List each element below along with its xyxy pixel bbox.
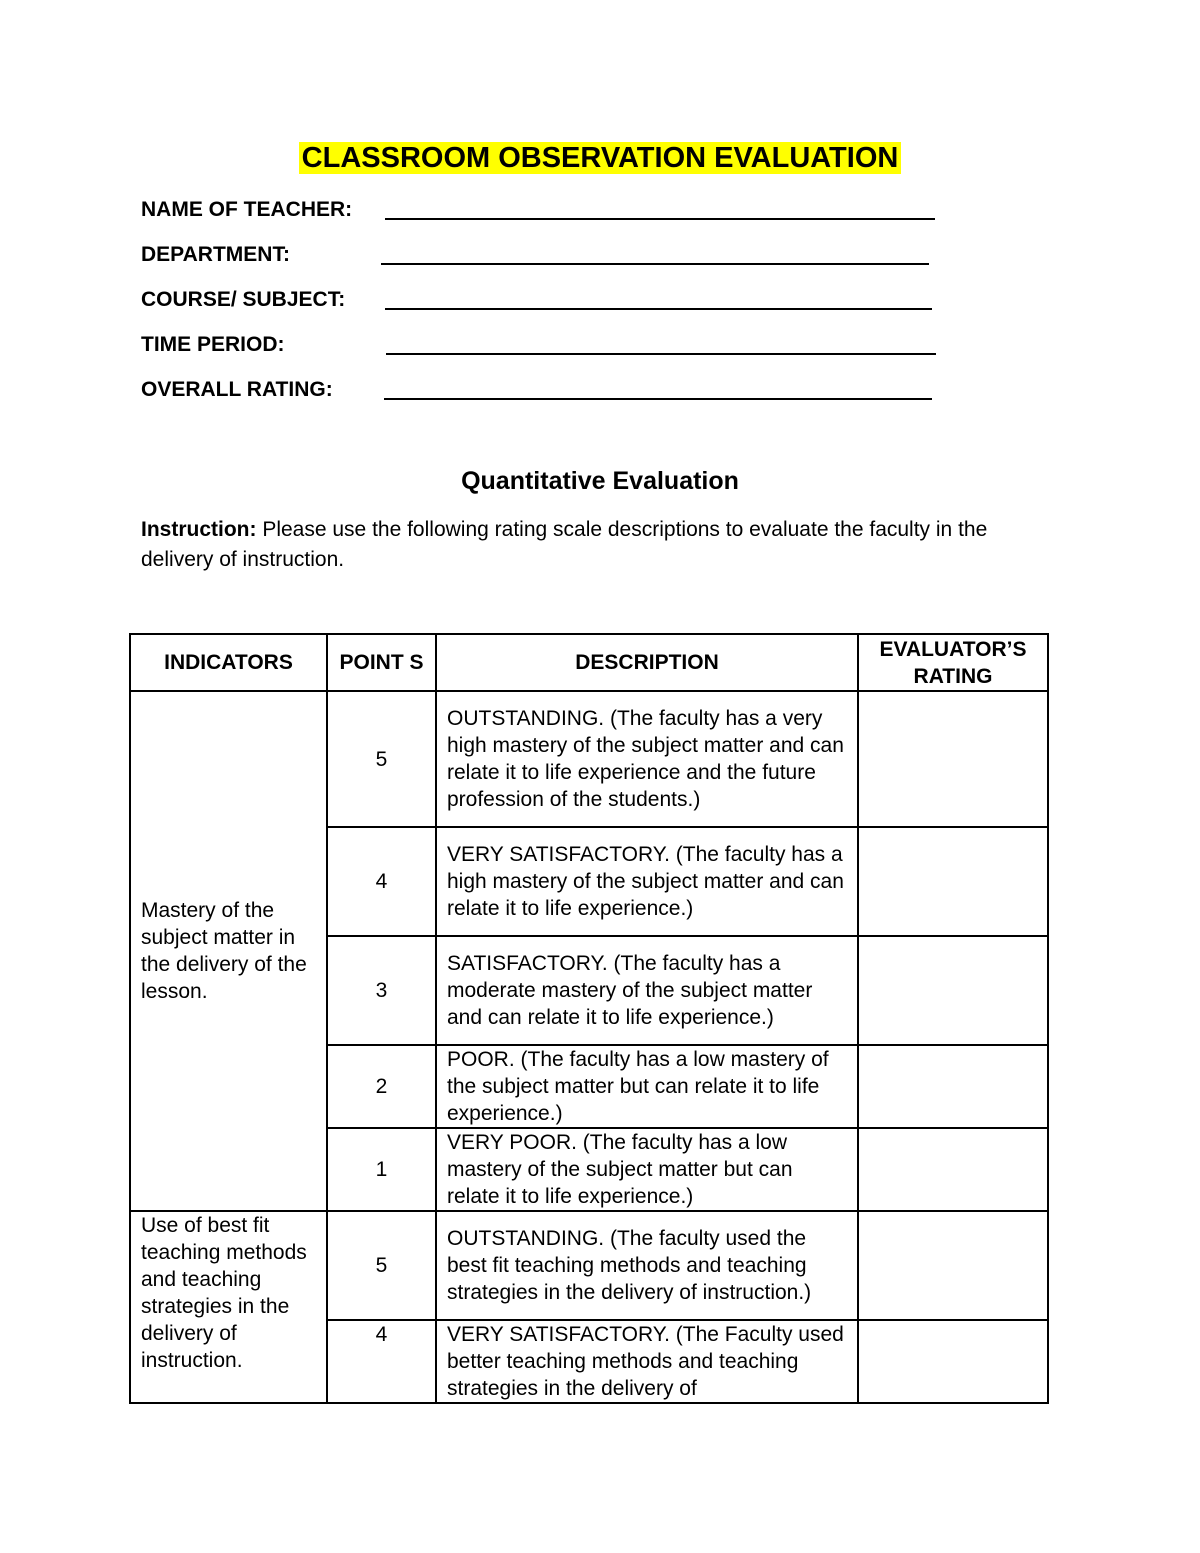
description-cell: OUTSTANDING. (The faculty used the best fit teaching methods and teaching strategies in the delivery of instruction.) [436, 1211, 858, 1320]
points-cell: 5 [327, 1211, 436, 1320]
section-title: Quantitative Evaluation [461, 467, 739, 495]
table-row [130, 1211, 1048, 1320]
instruction-label: Instruction: [141, 518, 257, 541]
table-header-row [130, 634, 1048, 691]
rating-cell[interactable] [858, 1211, 1048, 1320]
document-title-text: CLASSROOM OBSERVATION EVALUATION [299, 142, 902, 174]
rating-cell[interactable] [858, 1320, 1048, 1403]
points-cell: 5 [327, 691, 436, 827]
instruction [141, 515, 1061, 575]
field-line-teacher[interactable] [385, 218, 935, 220]
rating-cell[interactable] [858, 1045, 1048, 1128]
table-row [130, 691, 1048, 827]
field-label-overall-rating: OVERALL RATING: [141, 378, 333, 401]
indicator-teaching-methods: Use of best fit teaching methods and teaching strategies in the delivery of instruction. [130, 1211, 327, 1403]
field-line-department[interactable] [381, 263, 929, 265]
rating-cell[interactable] [858, 827, 1048, 936]
points-cell: 4 [327, 827, 436, 936]
instruction-text: Please use the following rating scale descriptions to evaluate the faculty in the delivery of instruction. [141, 518, 988, 571]
field-label-time-period: TIME PERIOD: [141, 333, 285, 356]
field-label-course: COURSE/ SUBJECT: [141, 288, 346, 311]
description-cell: VERY POOR. (The faculty has a low mastery of the subject matter but can relate it to life experience.) [436, 1128, 858, 1211]
header-points: POINT S [327, 634, 436, 691]
field-label-department: DEPARTMENT: [141, 243, 290, 266]
description-cell: VERY SATISFACTORY. (The Faculty used better teaching methods and teaching strategies in the delivery of [436, 1320, 858, 1403]
rating-cell[interactable] [858, 691, 1048, 827]
header-description: DESCRIPTION [436, 634, 858, 691]
rating-cell[interactable] [858, 936, 1048, 1045]
points-cell: 2 [327, 1045, 436, 1128]
field-line-time-period[interactable] [386, 353, 936, 355]
points-cell: 1 [327, 1128, 436, 1211]
field-line-overall-rating[interactable] [384, 398, 932, 400]
description-cell: POOR. (The faculty has a low mastery of the subject matter but can relate it to life experience.) [436, 1045, 858, 1128]
description-cell: OUTSTANDING. (The faculty has a very high mastery of the subject matter and can relate it to life experience and the future profession of the students.) [436, 691, 858, 827]
description-cell: VERY SATISFACTORY. (The faculty has a high mastery of the subject matter and can relate it to life experience.) [436, 827, 858, 936]
indicator-mastery: Mastery of the subject matter in the delivery of the lesson. [130, 691, 327, 1211]
field-label-teacher: NAME OF TEACHER: [141, 198, 353, 221]
document-title [0, 142, 1200, 175]
points-cell: 4 [327, 1320, 436, 1403]
header-evaluator-rating: EVALUATOR’S RATING [858, 634, 1048, 691]
header-indicators: INDICATORS [130, 634, 327, 691]
field-line-course[interactable] [385, 308, 932, 310]
description-cell: SATISFACTORY. (The faculty has a moderate mastery of the subject matter and can relate it to life experience.) [436, 936, 858, 1045]
points-cell: 3 [327, 936, 436, 1045]
evaluation-table [129, 633, 1049, 1404]
rating-cell[interactable] [858, 1128, 1048, 1211]
